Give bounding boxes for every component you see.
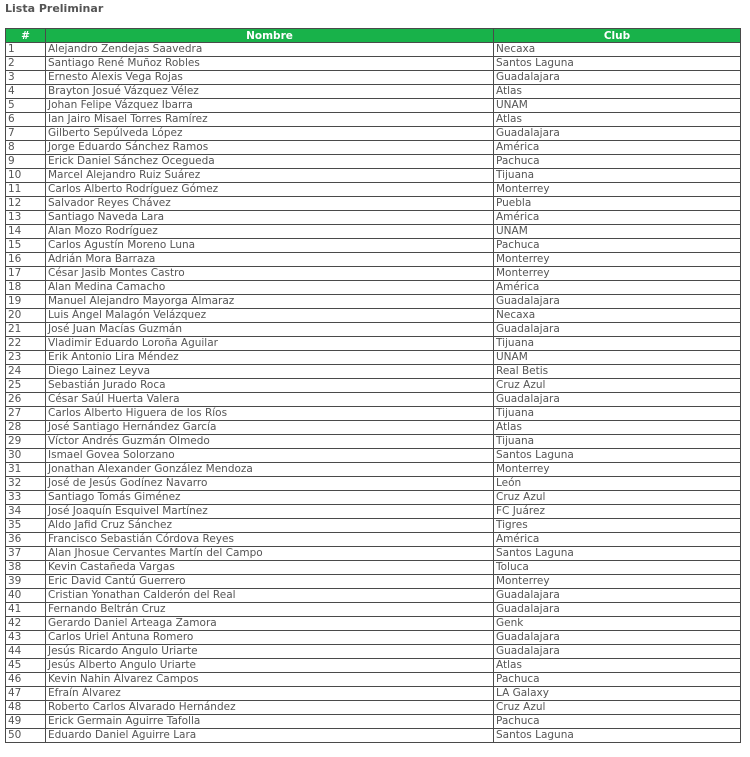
cell-club: Cruz Azul: [494, 379, 741, 393]
cell-name: Kevin Castañeda Vargas: [46, 561, 494, 575]
cell-number: 28: [6, 421, 46, 435]
cell-number: 45: [6, 659, 46, 673]
table-row: [6, 351, 741, 365]
cell-club: Toluca: [494, 561, 741, 575]
table-row: [6, 673, 741, 687]
table-row: [6, 365, 741, 379]
cell-club: Santos Laguna: [494, 57, 741, 71]
cell-name: Kevin Nahin Álvarez Campos: [46, 673, 494, 687]
cell-club: Tijuana: [494, 337, 741, 351]
cell-club: Guadalajara: [494, 603, 741, 617]
cell-name: Ismael Govea Solorzano: [46, 449, 494, 463]
cell-number: 49: [6, 715, 46, 729]
cell-number: 2: [6, 57, 46, 71]
header-name: Nombre: [46, 29, 494, 43]
cell-number: 43: [6, 631, 46, 645]
cell-number: 36: [6, 533, 46, 547]
cell-club: Puebla: [494, 197, 741, 211]
cell-name: Francisco Sebastián Córdova Reyes: [46, 533, 494, 547]
cell-club: Genk: [494, 617, 741, 631]
cell-number: 17: [6, 267, 46, 281]
table-row: [6, 295, 741, 309]
table-row: [6, 379, 741, 393]
cell-number: 21: [6, 323, 46, 337]
table-row: [6, 589, 741, 603]
cell-number: 16: [6, 253, 46, 267]
table-row: [6, 309, 741, 323]
table-row: [6, 435, 741, 449]
cell-club: Guadalajara: [494, 631, 741, 645]
cell-club: Guadalajara: [494, 295, 741, 309]
cell-name: Santiago Tomás Giménez: [46, 491, 494, 505]
cell-number: 37: [6, 547, 46, 561]
table-row: [6, 253, 741, 267]
cell-number: 50: [6, 729, 46, 743]
cell-club: UNAM: [494, 99, 741, 113]
cell-name: Víctor Andrés Guzmán Olmedo: [46, 435, 494, 449]
cell-name: Luis Ángel Malagón Velázquez: [46, 309, 494, 323]
table-row: [6, 127, 741, 141]
cell-club: Necaxa: [494, 43, 741, 57]
cell-number: 23: [6, 351, 46, 365]
cell-name: Salvador Reyes Chávez: [46, 197, 494, 211]
cell-number: 30: [6, 449, 46, 463]
table-row: [6, 393, 741, 407]
cell-number: 42: [6, 617, 46, 631]
cell-club: Tijuana: [494, 169, 741, 183]
table-row: [6, 617, 741, 631]
cell-number: 4: [6, 85, 46, 99]
cell-number: 13: [6, 211, 46, 225]
cell-name: Jorge Eduardo Sánchez Ramos: [46, 141, 494, 155]
cell-club: Pachuca: [494, 239, 741, 253]
cell-number: 40: [6, 589, 46, 603]
cell-name: Alan Medina Camacho: [46, 281, 494, 295]
cell-name: Gerardo Daniel Arteaga Zamora: [46, 617, 494, 631]
player-table: [5, 28, 741, 743]
cell-name: Brayton Josué Vázquez Vélez: [46, 85, 494, 99]
cell-number: 22: [6, 337, 46, 351]
cell-name: Carlos Alberto Rodríguez Gómez: [46, 183, 494, 197]
table-row: [6, 421, 741, 435]
cell-name: Erick Germain Aguirre Tafolla: [46, 715, 494, 729]
cell-club: FC Juárez: [494, 505, 741, 519]
cell-number: 31: [6, 463, 46, 477]
cell-club: Tijuana: [494, 407, 741, 421]
table-row: [6, 99, 741, 113]
table-row: [6, 547, 741, 561]
cell-number: 32: [6, 477, 46, 491]
cell-club: Cruz Azul: [494, 701, 741, 715]
cell-club: América: [494, 533, 741, 547]
cell-club: Pachuca: [494, 715, 741, 729]
cell-number: 9: [6, 155, 46, 169]
table-row: [6, 71, 741, 85]
table-row: [6, 687, 741, 701]
table-row: [6, 197, 741, 211]
header-number: #: [6, 29, 46, 43]
cell-club: Pachuca: [494, 673, 741, 687]
cell-name: Eric David Cantú Guerrero: [46, 575, 494, 589]
cell-club: Atlas: [494, 113, 741, 127]
table-row: [6, 169, 741, 183]
table-row: [6, 645, 741, 659]
cell-club: Guadalajara: [494, 589, 741, 603]
cell-number: 5: [6, 99, 46, 113]
cell-number: 1: [6, 43, 46, 57]
cell-name: Carlos Agustín Moreno Luna: [46, 239, 494, 253]
table-row: [6, 267, 741, 281]
header-club: Club: [494, 29, 741, 43]
cell-name: Eduardo Daniel Aguirre Lara: [46, 729, 494, 743]
cell-club: Monterrey: [494, 253, 741, 267]
cell-number: 7: [6, 127, 46, 141]
table-row: [6, 407, 741, 421]
table-row: [6, 519, 741, 533]
cell-name: Carlos Alberto Higuera de los Ríos: [46, 407, 494, 421]
cell-club: Real Betis: [494, 365, 741, 379]
cell-club: Guadalajara: [494, 393, 741, 407]
cell-club: Atlas: [494, 85, 741, 99]
cell-number: 19: [6, 295, 46, 309]
table-row: [6, 715, 741, 729]
cell-number: 41: [6, 603, 46, 617]
cell-name: Carlos Uriel Antuna Romero: [46, 631, 494, 645]
cell-name: Marcel Alejandro Ruiz Suárez: [46, 169, 494, 183]
cell-club: Santos Laguna: [494, 449, 741, 463]
table-row: [6, 463, 741, 477]
cell-number: 8: [6, 141, 46, 155]
cell-number: 33: [6, 491, 46, 505]
cell-name: Ernesto Alexis Vega Rojas: [46, 71, 494, 85]
cell-club: Guadalajara: [494, 127, 741, 141]
cell-number: 3: [6, 71, 46, 85]
cell-club: Necaxa: [494, 309, 741, 323]
cell-club: Santos Laguna: [494, 729, 741, 743]
cell-name: José Joaquín Esquivel Martínez: [46, 505, 494, 519]
cell-name: Erik Antonio Lira Méndez: [46, 351, 494, 365]
cell-name: Manuel Alejandro Mayorga Almaraz: [46, 295, 494, 309]
cell-number: 26: [6, 393, 46, 407]
table-row: [6, 659, 741, 673]
cell-number: 20: [6, 309, 46, 323]
table-row: [6, 113, 741, 127]
cell-number: 12: [6, 197, 46, 211]
cell-name: Gilberto Sepúlveda López: [46, 127, 494, 141]
cell-club: Tigres: [494, 519, 741, 533]
cell-number: 35: [6, 519, 46, 533]
cell-name: Vladimir Eduardo Loroña Aguilar: [46, 337, 494, 351]
table-row: [6, 225, 741, 239]
cell-name: Alan Mozo Rodríguez: [46, 225, 494, 239]
cell-name: Diego Lainez Leyva: [46, 365, 494, 379]
table-row: [6, 561, 741, 575]
cell-name: Jesús Alberto Angulo Uriarte: [46, 659, 494, 673]
cell-name: Alejandro Zendejas Saavedra: [46, 43, 494, 57]
cell-club: Santos Laguna: [494, 547, 741, 561]
table-row: [6, 183, 741, 197]
cell-number: 10: [6, 169, 46, 183]
table-row: [6, 43, 741, 57]
cell-name: Ian Jairo Misael Torres Ramírez: [46, 113, 494, 127]
page-title: Lista Preliminar: [5, 2, 104, 15]
cell-name: Alan Jhosue Cervantes Martín del Campo: [46, 547, 494, 561]
cell-name: Jonathan Alexander González Mendoza: [46, 463, 494, 477]
cell-club: Guadalajara: [494, 645, 741, 659]
cell-number: 29: [6, 435, 46, 449]
table-row: [6, 239, 741, 253]
cell-club: América: [494, 211, 741, 225]
cell-name: César Jasib Montes Castro: [46, 267, 494, 281]
cell-name: César Saúl Huerta Valera: [46, 393, 494, 407]
table-row: [6, 141, 741, 155]
table-row: [6, 729, 741, 743]
cell-number: 6: [6, 113, 46, 127]
cell-name: Santiago Naveda Lara: [46, 211, 494, 225]
cell-number: 46: [6, 673, 46, 687]
cell-club: Guadalajara: [494, 71, 741, 85]
table-row: [6, 449, 741, 463]
cell-name: Cristian Yonathan Calderón del Real: [46, 589, 494, 603]
cell-club: Monterrey: [494, 463, 741, 477]
cell-name: Roberto Carlos Alvarado Hernández: [46, 701, 494, 715]
cell-number: 11: [6, 183, 46, 197]
cell-name: Johan Felipe Vázquez Ibarra: [46, 99, 494, 113]
table-row: [6, 575, 741, 589]
cell-name: José Juan Macías Guzmán: [46, 323, 494, 337]
cell-club: Tijuana: [494, 435, 741, 449]
table-row: [6, 155, 741, 169]
table-row: [6, 85, 741, 99]
cell-club: Monterrey: [494, 267, 741, 281]
table-row: [6, 337, 741, 351]
cell-number: 34: [6, 505, 46, 519]
table-row: [6, 631, 741, 645]
table-row: [6, 491, 741, 505]
table-row: [6, 323, 741, 337]
cell-name: Efraín Álvarez: [46, 687, 494, 701]
table-row: [6, 57, 741, 71]
cell-club: Monterrey: [494, 183, 741, 197]
cell-name: Sebastián Jurado Roca: [46, 379, 494, 393]
table-row: [6, 211, 741, 225]
cell-name: José de Jesús Godínez Navarro: [46, 477, 494, 491]
cell-name: Erick Daniel Sánchez Ocegueda: [46, 155, 494, 169]
cell-club: UNAM: [494, 225, 741, 239]
cell-name: José Santiago Hernández García: [46, 421, 494, 435]
cell-name: Santiago René Muñoz Robles: [46, 57, 494, 71]
cell-name: Jesús Ricardo Angulo Uriarte: [46, 645, 494, 659]
table-row: [6, 533, 741, 547]
cell-club: León: [494, 477, 741, 491]
table-row: [6, 701, 741, 715]
cell-club: LA Galaxy: [494, 687, 741, 701]
cell-club: Pachuca: [494, 155, 741, 169]
cell-club: UNAM: [494, 351, 741, 365]
cell-number: 44: [6, 645, 46, 659]
cell-club: Atlas: [494, 659, 741, 673]
cell-number: 47: [6, 687, 46, 701]
table-row: [6, 603, 741, 617]
cell-number: 39: [6, 575, 46, 589]
table-body: [6, 43, 741, 743]
cell-club: América: [494, 281, 741, 295]
cell-number: 25: [6, 379, 46, 393]
cell-number: 48: [6, 701, 46, 715]
cell-club: Cruz Azul: [494, 491, 741, 505]
cell-number: 24: [6, 365, 46, 379]
cell-name: Aldo Jafid Cruz Sánchez: [46, 519, 494, 533]
cell-number: 14: [6, 225, 46, 239]
cell-number: 15: [6, 239, 46, 253]
cell-club: Guadalajara: [494, 323, 741, 337]
table-row: [6, 505, 741, 519]
table-row: [6, 477, 741, 491]
cell-club: América: [494, 141, 741, 155]
cell-club: Atlas: [494, 421, 741, 435]
cell-club: Monterrey: [494, 575, 741, 589]
cell-number: 38: [6, 561, 46, 575]
cell-number: 18: [6, 281, 46, 295]
cell-number: 27: [6, 407, 46, 421]
table-header-row: [6, 29, 741, 43]
table-row: [6, 281, 741, 295]
cell-name: Adrián Mora Barraza: [46, 253, 494, 267]
cell-name: Fernando Beltrán Cruz: [46, 603, 494, 617]
